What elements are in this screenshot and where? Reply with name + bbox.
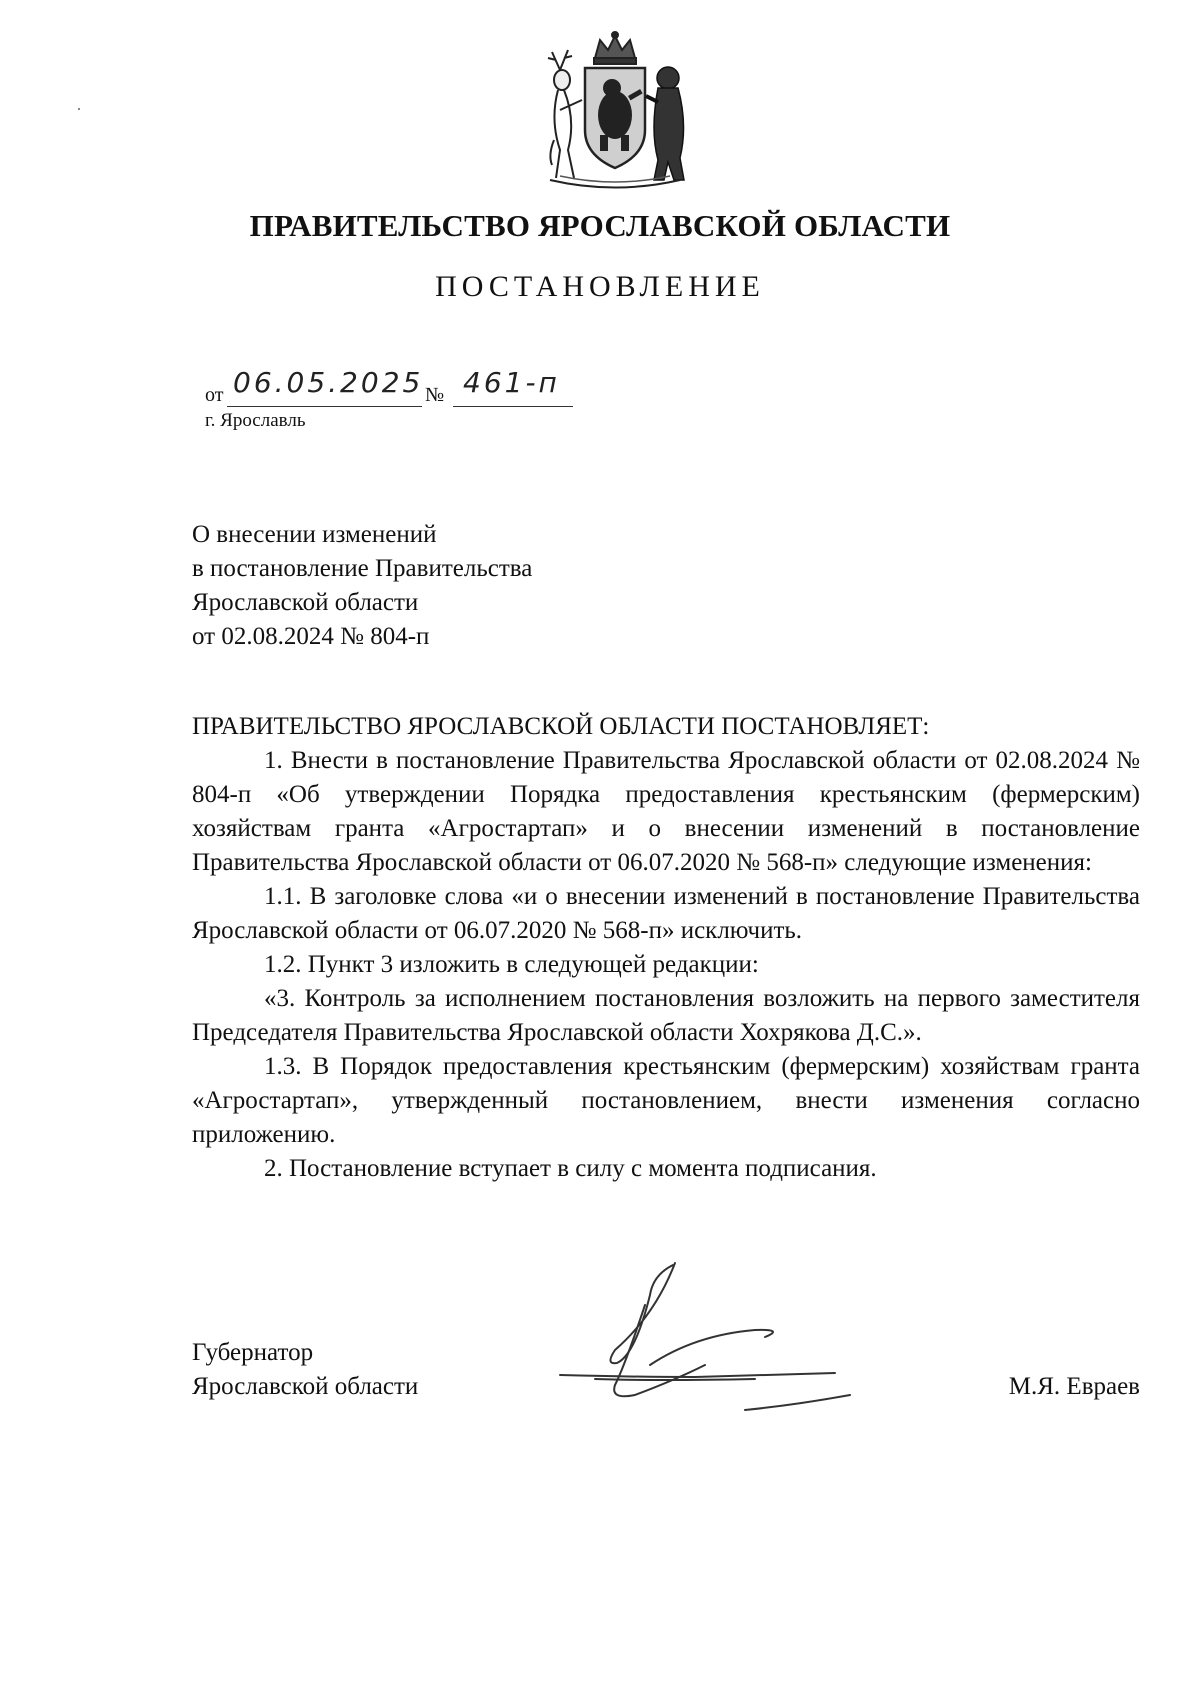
paragraph-1: 1. Внести в постановление Правительства Ярославской области от 02.08.2024 № 804-п «Об утверждении Порядка предоставления крестьянским (фермерским) хозяйствам гранта «Агростартап» и о внесении изменений в постановление Правительства Ярославской области от 06.07.2020 № 568-п» следующие изменения: xyxy=(192,747,1140,876)
subject-line: Ярославской области xyxy=(192,589,419,616)
position-line: Ярославской области xyxy=(192,1373,419,1400)
date-underline xyxy=(227,406,422,407)
subject-line: от 02.08.2024 № 804-п xyxy=(192,623,430,650)
registration-line xyxy=(205,366,625,412)
date-from-label: от xyxy=(205,384,224,406)
paragraph-1-2: 1.2. Пункт 3 изложить в следующей редакции: xyxy=(264,951,759,978)
decree-statement: ПРАВИТЕЛЬСТВО ЯРОСЛАВСКОЙ ОБЛАСТИ ПОСТАНОВЛЯЕТ: xyxy=(192,713,930,740)
signatory-position xyxy=(192,1336,418,1404)
handwritten-number: 461-п xyxy=(463,366,560,399)
document-body xyxy=(192,710,1140,1186)
coat-of-arms-emblem xyxy=(530,30,700,190)
signatory-name: М.Я. Евраев xyxy=(1008,1373,1140,1400)
handwritten-signature xyxy=(555,1255,935,1430)
position-line: Губернатор xyxy=(192,1339,314,1366)
paragraph-1-3: 1.3. В Порядок предоставления крестьянским (фермерским) хозяйствам гранта «Агростартап», утвержденный постановлением, внести изменения согласно приложению. xyxy=(192,1053,1140,1148)
handwritten-date: 06.05.2025 xyxy=(233,366,424,399)
paragraph-1-1: 1.1. В заголовке слова «и о внесении изменений в постановление Правительства Ярославской области от 06.07.2020 № 568-п» исключить. xyxy=(192,883,1140,944)
city-name: г. Ярославль xyxy=(205,410,306,431)
organization-title: ПРАВИТЕЛЬСТВО ЯРОСЛАВСКОЙ ОБЛАСТИ xyxy=(249,208,951,243)
number-label: № xyxy=(425,384,445,406)
document-type: ПОСТАНОВЛЕНИЕ xyxy=(435,270,765,303)
paragraph-1-2-quote: «3. Контроль за исполнением постановления возложить на первого заместителя Председателя Правительства Ярославской области Хохрякова Д.С.». xyxy=(192,985,1140,1046)
subject-line: в постановление Правительства xyxy=(192,555,533,582)
document-subject xyxy=(192,518,532,654)
scan-speck xyxy=(78,108,80,110)
paragraph-2: 2. Постановление вступает в силу с момента подписания. xyxy=(264,1155,877,1182)
subject-line: О внесении изменений xyxy=(192,521,437,548)
number-underline xyxy=(453,406,573,407)
